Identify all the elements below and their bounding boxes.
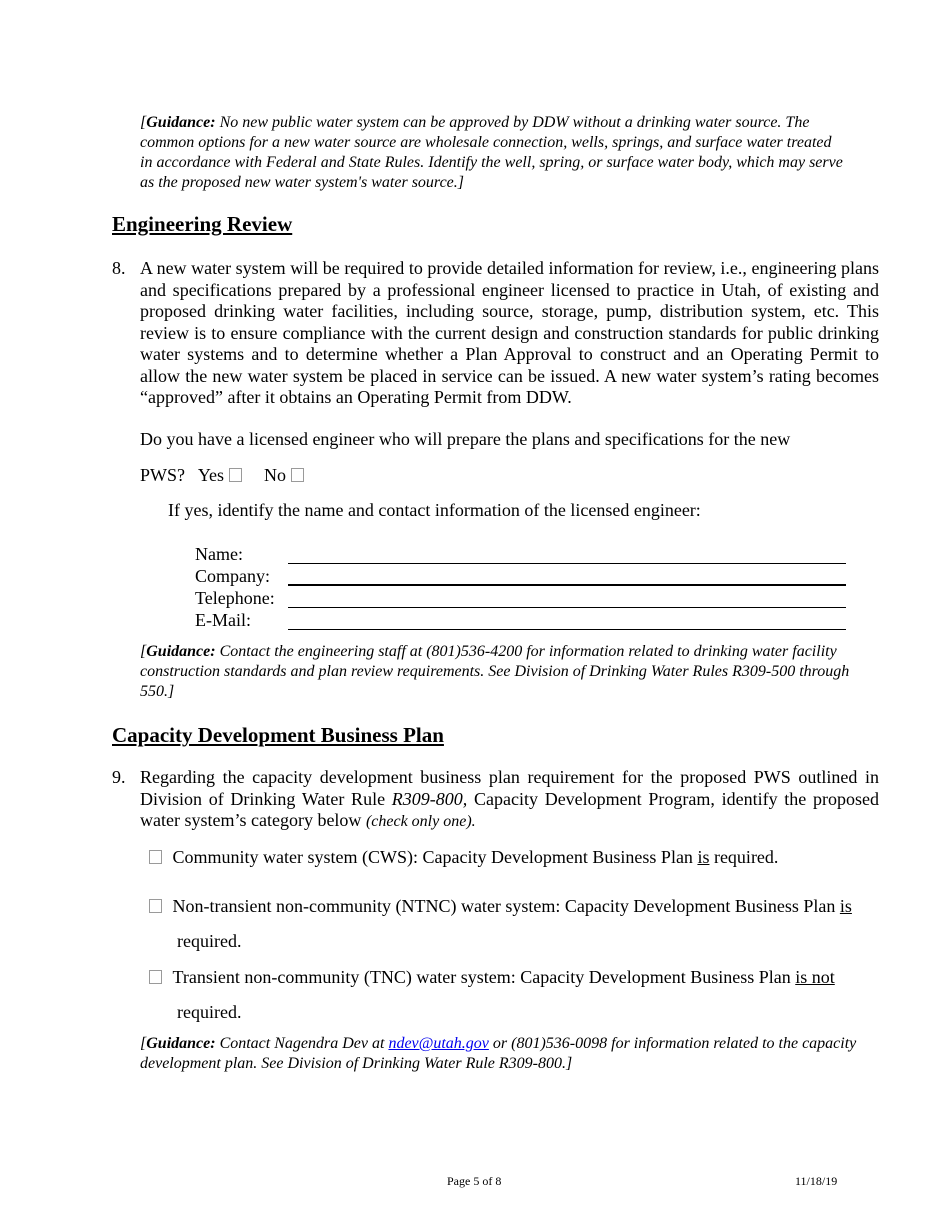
no-checkbox[interactable]: [291, 468, 304, 482]
guidance-water-source: [Guidance: No new public water system can be approved by DDW without a drinking water source. The common options for a new water source are wholesale connection, wells, springs, and surface water treated in accordance with Federal and State Rules. Identify the well, spring, or surface water body, which may serve as the proposed new water system's water source.]: [140, 114, 843, 191]
guidance-label: Guidance:: [146, 643, 216, 660]
option-tail: required.: [709, 847, 779, 867]
ntnc-checkbox[interactable]: [149, 899, 162, 913]
name-field[interactable]: [288, 563, 846, 564]
option-ntnc: [149, 896, 852, 918]
guidance-label: Guidance:: [146, 114, 216, 131]
option-ntnc-tail: required.: [177, 931, 242, 951]
no-label: No: [264, 465, 287, 485]
telephone-label: Telephone:: [195, 588, 275, 608]
email-field[interactable]: [288, 629, 846, 630]
company-label: Company:: [195, 566, 270, 586]
option-text: Transient non-community (TNC) water system: Capacity Development Business Plan: [172, 967, 796, 987]
guidance-capacity: [Guidance: Contact Nagendra Dev at ndev@utah.gov or (801)536-0098 for information related to the capacity development plan. See Division of Drinking Water Rule R309-800.]: [140, 1035, 857, 1072]
intro-rule: R309-800,: [391, 788, 468, 809]
cws-checkbox[interactable]: [149, 850, 162, 864]
intro-text-2: Capacity Development Program, identify the proposed water system’s category below: [140, 788, 879, 830]
email-label: E-Mail:: [195, 610, 251, 630]
yes-checkbox[interactable]: [229, 468, 242, 482]
section-heading-engineering-review: Engineering Review: [112, 212, 293, 236]
capacity-intro: [140, 767, 879, 833]
item-number-8: 8.: [112, 258, 126, 278]
section-heading-capacity-development: Capacity Development Business Plan: [112, 723, 444, 747]
option-cws: [149, 847, 778, 869]
name-label: Name:: [195, 544, 243, 564]
engineer-question-answer-row: [140, 465, 304, 487]
option-emphasis: is: [697, 847, 710, 867]
guidance-text: Contact the engineering staff at (801)536-4200 for information related to drinking water facility construction standards and plan review requirements. See Division of Drinking Water Rules R309-500 through 550.]: [140, 643, 850, 700]
guidance-text: No new public water system can be approved by DDW without a drinking water source. The common options for a new water source are wholesale connection, wells, springs, and surface water treated in accordance with Federal and State Rules. Identify the well, spring, or surface water body, which may serve as the proposed new water system's water source.]: [140, 114, 843, 191]
yes-label: Yes: [197, 465, 225, 485]
engineer-question: Do you have a licensed engineer who will prepare the plans and specifications for the new: [140, 429, 791, 449]
option-tnc-tail: required.: [177, 1002, 242, 1022]
option-text: Community water system (CWS): Capacity Development Business Plan: [172, 847, 698, 867]
item-number-9: 9.: [112, 767, 126, 787]
guidance-pre: Contact Nagendra Dev at: [215, 1035, 389, 1052]
page-number: Page 5 of 8: [447, 1174, 502, 1188]
option-text: Non-transient non-community (NTNC) water system: Capacity Development Business Plan: [172, 896, 840, 916]
email-link[interactable]: ndev@utah.gov: [388, 1035, 489, 1052]
guidance-post: or (801)536-0098 for information related to the capacity development plan. See Division of Drinking Water Rule R309-800.]: [140, 1035, 857, 1072]
option-emphasis: is: [839, 896, 852, 916]
intro-note: (check only one).: [365, 813, 476, 830]
guidance-engineering: [Guidance: Contact the engineering staff at (801)536-4200 for information related to drinking water facility construction standards and plan review requirements. See Division of Drinking Water Rules R309-500 through 550.]: [140, 643, 850, 700]
footer-date: 11/18/19: [795, 1174, 838, 1188]
option-tnc: [149, 967, 835, 989]
tnc-checkbox[interactable]: [149, 970, 162, 984]
engineering-paragraph: A new water system will be required to provide detailed information for review, i.e., engineering plans and specifications prepared by a professional engineer licensed to practice in Utah, of existing and proposed drinking water facilities, including source, storage, pump, distribution system, etc. This review is to ensure compliance with the current design and construction standards for public drinking water systems and to determine whether a Plan Approval to construct and an Operating Permit to allow the new water system be placed in service can be issued. A new water system’s rating becomes “approved” after it obtains an Operating Permit from DDW.: [140, 258, 879, 407]
intro-text-1: Regarding the capacity development business plan requirement for the proposed PWS outlined in Division of Drinking Water Rule: [140, 767, 879, 809]
guidance-label: Guidance:: [146, 1035, 216, 1052]
option-emphasis: is not: [795, 967, 835, 987]
telephone-field[interactable]: [288, 607, 846, 608]
question-end: PWS?: [140, 465, 185, 485]
if-yes-instruction: If yes, identify the name and contact information of the licensed engineer:: [168, 500, 701, 520]
company-field[interactable]: [288, 584, 846, 586]
